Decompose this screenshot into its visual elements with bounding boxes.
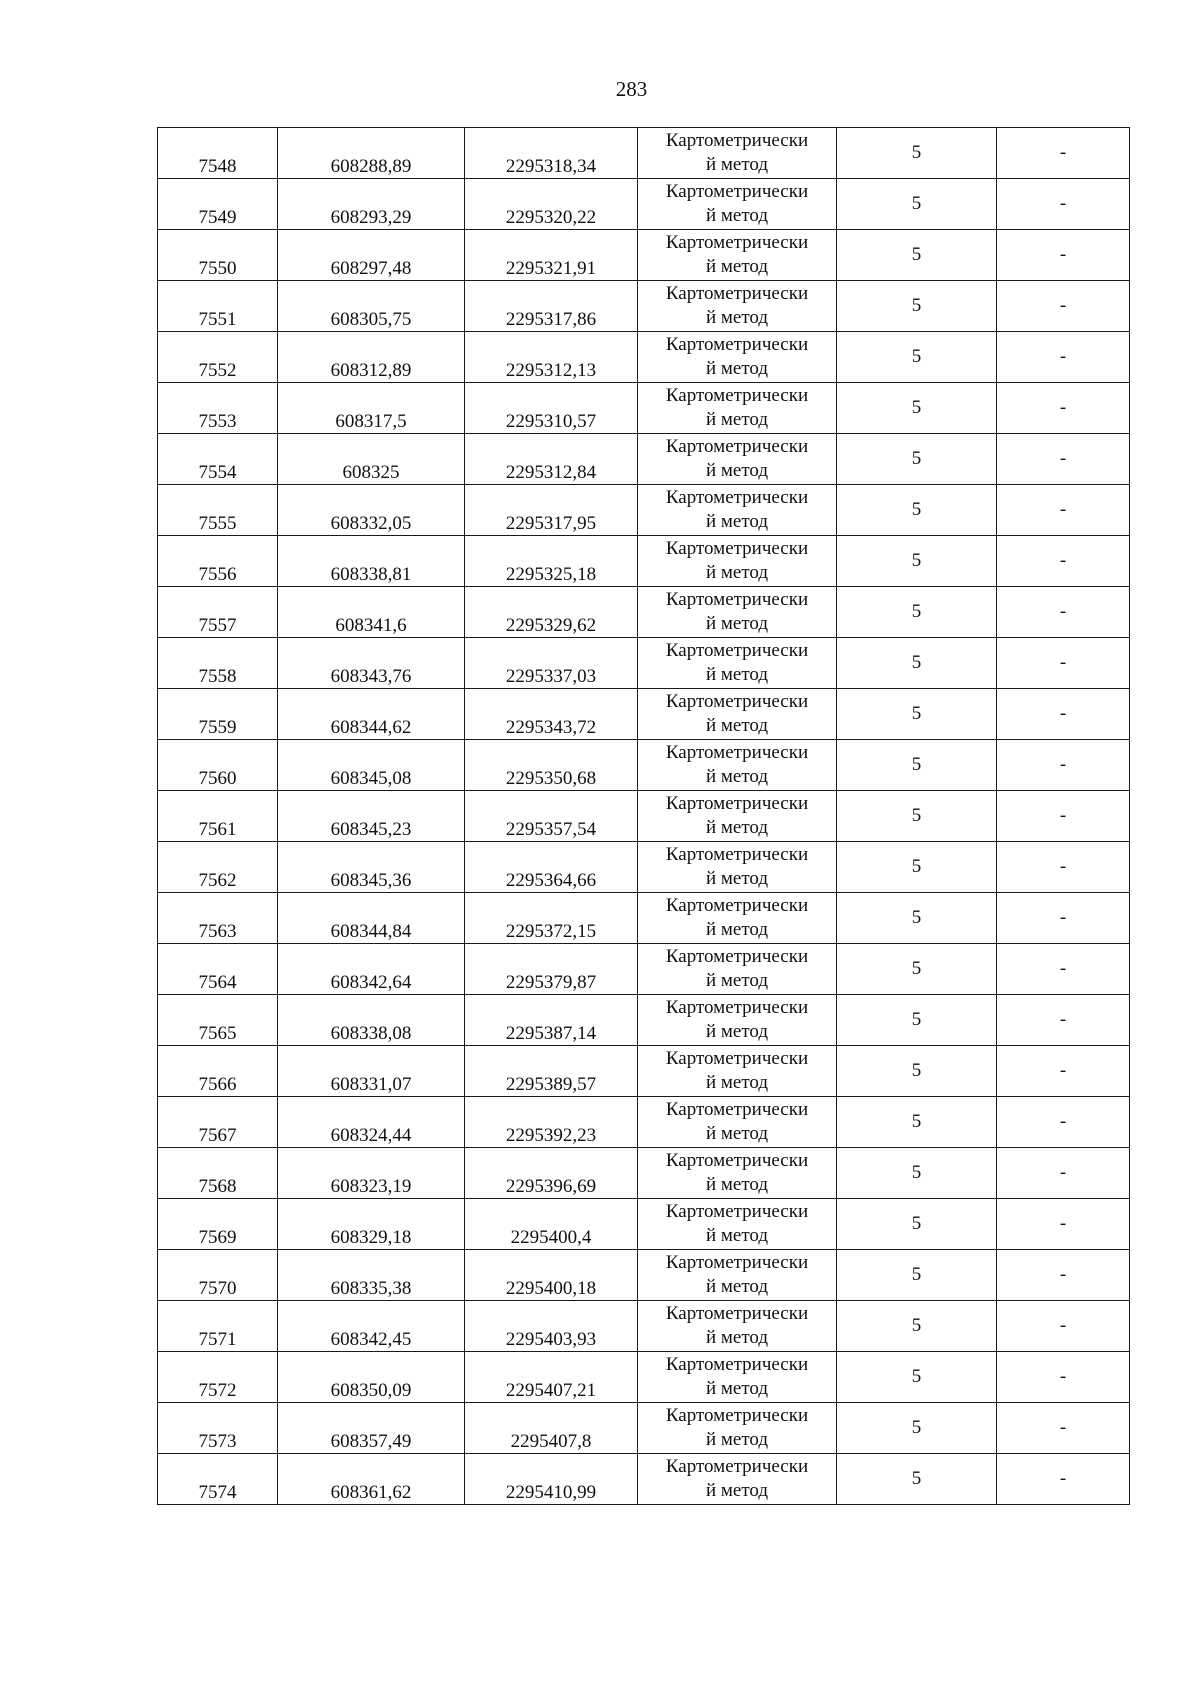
y-coordinate-cell: 2295400,4: [465, 1199, 638, 1250]
x-coordinate-cell: 608335,38: [278, 1250, 465, 1301]
method-line-2: й метод: [705, 868, 769, 889]
point-number-cell: 7558: [158, 638, 278, 689]
note-cell: -: [997, 1148, 1130, 1199]
point-number-cell: 7556: [158, 536, 278, 587]
table-row: [158, 1454, 1130, 1505]
method-cell: [638, 791, 837, 842]
table-row: [158, 536, 1130, 587]
method-line-2: й метод: [705, 409, 769, 430]
coordinates-table: [157, 127, 1130, 1505]
method-line-1: Картометрически: [665, 1303, 809, 1324]
point-number-cell: 7564: [158, 944, 278, 995]
method-line-2: й метод: [705, 1327, 769, 1348]
note-cell: -: [997, 1403, 1130, 1454]
method-cell: [638, 281, 837, 332]
accuracy-cell: 5: [837, 893, 997, 944]
method-cell: [638, 1199, 837, 1250]
point-number-cell: 7569: [158, 1199, 278, 1250]
x-coordinate-cell: 608312,89: [278, 332, 465, 383]
method-line-2: й метод: [705, 1378, 769, 1399]
note-cell: -: [997, 689, 1130, 740]
point-number-cell: 7551: [158, 281, 278, 332]
point-number-cell: 7562: [158, 842, 278, 893]
point-number-cell: 7563: [158, 893, 278, 944]
method-line-1: Картометрически: [665, 1405, 809, 1426]
point-number-cell: 7557: [158, 587, 278, 638]
y-coordinate-cell: 2295396,69: [465, 1148, 638, 1199]
y-coordinate-cell: 2295320,22: [465, 179, 638, 230]
point-number-cell: 7561: [158, 791, 278, 842]
note-cell: -: [997, 1199, 1130, 1250]
y-coordinate-cell: 2295410,99: [465, 1454, 638, 1505]
y-coordinate-cell: 2295325,18: [465, 536, 638, 587]
note-cell: -: [997, 230, 1130, 281]
page-number: 283: [615, 77, 648, 101]
x-coordinate-cell: 608324,44: [278, 1097, 465, 1148]
y-coordinate-cell: 2295337,03: [465, 638, 638, 689]
x-coordinate-cell: 608361,62: [278, 1454, 465, 1505]
method-line-2: й метод: [705, 1123, 769, 1144]
x-coordinate-cell: 608345,23: [278, 791, 465, 842]
method-line-1: Картометрически: [665, 1354, 809, 1375]
x-coordinate-cell: 608344,84: [278, 893, 465, 944]
note-cell: -: [997, 434, 1130, 485]
accuracy-cell: 5: [837, 842, 997, 893]
point-number-cell: 7572: [158, 1352, 278, 1403]
point-number-cell: 7571: [158, 1301, 278, 1352]
accuracy-cell: 5: [837, 1199, 997, 1250]
accuracy-cell: 5: [837, 1046, 997, 1097]
note-cell: -: [997, 893, 1130, 944]
point-number-cell: 7553: [158, 383, 278, 434]
method-cell: [638, 1301, 837, 1352]
accuracy-cell: 5: [837, 485, 997, 536]
note-cell: -: [997, 536, 1130, 587]
x-coordinate-cell: 608345,08: [278, 740, 465, 791]
note-cell: -: [997, 281, 1130, 332]
method-line-1: Картометрически: [665, 793, 809, 814]
method-cell: [638, 1250, 837, 1301]
method-line-2: й метод: [705, 766, 769, 787]
method-line-1: Картометрически: [665, 1099, 809, 1120]
method-cell: [638, 689, 837, 740]
x-coordinate-cell: 608342,64: [278, 944, 465, 995]
table-row: [158, 485, 1130, 536]
accuracy-cell: 5: [837, 179, 997, 230]
point-number-cell: 7548: [158, 128, 278, 179]
table-row: [158, 383, 1130, 434]
accuracy-cell: 5: [837, 1148, 997, 1199]
note-cell: -: [997, 1454, 1130, 1505]
note-cell: -: [997, 128, 1130, 179]
method-cell: [638, 944, 837, 995]
y-coordinate-cell: 2295329,62: [465, 587, 638, 638]
accuracy-cell: 5: [837, 587, 997, 638]
method-cell: [638, 128, 837, 179]
method-line-1: Картометрически: [665, 487, 809, 508]
note-cell: -: [997, 587, 1130, 638]
note-cell: -: [997, 383, 1130, 434]
method-line-1: Картометрически: [665, 232, 809, 253]
note-cell: -: [997, 791, 1130, 842]
method-line-2: й метод: [705, 715, 769, 736]
method-line-1: Картометрически: [665, 334, 809, 355]
method-line-1: Картометрически: [665, 130, 809, 151]
x-coordinate-cell: 608357,49: [278, 1403, 465, 1454]
method-cell: [638, 1046, 837, 1097]
coordinates-table-body: [158, 128, 1130, 1505]
x-coordinate-cell: 608350,09: [278, 1352, 465, 1403]
note-cell: -: [997, 179, 1130, 230]
table-row: [158, 434, 1130, 485]
table-row: [158, 230, 1130, 281]
method-cell: [638, 383, 837, 434]
table-row: [158, 179, 1130, 230]
method-line-2: й метод: [705, 1072, 769, 1093]
method-line-1: Картометрически: [665, 1201, 809, 1222]
table-row: [158, 1352, 1130, 1403]
table-row: [158, 893, 1130, 944]
y-coordinate-cell: 2295317,86: [465, 281, 638, 332]
method-line-1: Картометрически: [665, 895, 809, 916]
point-number-cell: 7568: [158, 1148, 278, 1199]
method-line-2: й метод: [705, 613, 769, 634]
method-line-2: й метод: [705, 562, 769, 583]
y-coordinate-cell: 2295407,21: [465, 1352, 638, 1403]
accuracy-cell: 5: [837, 638, 997, 689]
method-line-2: й метод: [705, 1021, 769, 1042]
y-coordinate-cell: 2295364,66: [465, 842, 638, 893]
point-number-cell: 7555: [158, 485, 278, 536]
table-row: [158, 587, 1130, 638]
point-number-cell: 7567: [158, 1097, 278, 1148]
method-cell: [638, 842, 837, 893]
method-cell: [638, 536, 837, 587]
accuracy-cell: 5: [837, 995, 997, 1046]
note-cell: -: [997, 638, 1130, 689]
point-number-cell: 7559: [158, 689, 278, 740]
accuracy-cell: 5: [837, 434, 997, 485]
x-coordinate-cell: 608345,36: [278, 842, 465, 893]
method-cell: [638, 1352, 837, 1403]
point-number-cell: 7565: [158, 995, 278, 1046]
method-line-2: й метод: [705, 1276, 769, 1297]
x-coordinate-cell: 608325: [278, 434, 465, 485]
x-coordinate-cell: 608293,29: [278, 179, 465, 230]
accuracy-cell: 5: [837, 383, 997, 434]
note-cell: -: [997, 842, 1130, 893]
x-coordinate-cell: 608297,48: [278, 230, 465, 281]
x-coordinate-cell: 608338,81: [278, 536, 465, 587]
accuracy-cell: 5: [837, 230, 997, 281]
method-cell: [638, 434, 837, 485]
method-line-2: й метод: [705, 460, 769, 481]
method-cell: [638, 1403, 837, 1454]
table-row: [158, 1097, 1130, 1148]
point-number-cell: 7573: [158, 1403, 278, 1454]
method-line-1: Картометрически: [665, 181, 809, 202]
table-row: [158, 281, 1130, 332]
y-coordinate-cell: 2295310,57: [465, 383, 638, 434]
accuracy-cell: 5: [837, 944, 997, 995]
table-row: [158, 740, 1130, 791]
y-coordinate-cell: 2295357,54: [465, 791, 638, 842]
accuracy-cell: 5: [837, 1352, 997, 1403]
method-line-1: Картометрически: [665, 640, 809, 661]
x-coordinate-cell: 608329,18: [278, 1199, 465, 1250]
x-coordinate-cell: 608344,62: [278, 689, 465, 740]
method-line-2: й метод: [705, 307, 769, 328]
point-number-cell: 7550: [158, 230, 278, 281]
method-cell: [638, 995, 837, 1046]
x-coordinate-cell: 608343,76: [278, 638, 465, 689]
y-coordinate-cell: 2295318,34: [465, 128, 638, 179]
table-row: [158, 332, 1130, 383]
method-line-2: й метод: [705, 919, 769, 940]
point-number-cell: 7554: [158, 434, 278, 485]
table-row: [158, 1301, 1130, 1352]
note-cell: -: [997, 1352, 1130, 1403]
table-row: [158, 128, 1130, 179]
table-row: [158, 791, 1130, 842]
note-cell: -: [997, 1097, 1130, 1148]
method-line-1: Картометрически: [665, 1150, 809, 1171]
method-line-2: й метод: [705, 154, 769, 175]
note-cell: -: [997, 1301, 1130, 1352]
x-coordinate-cell: 608305,75: [278, 281, 465, 332]
table-row: [158, 1046, 1130, 1097]
table-row: [158, 1148, 1130, 1199]
method-cell: [638, 1097, 837, 1148]
y-coordinate-cell: 2295317,95: [465, 485, 638, 536]
accuracy-cell: 5: [837, 128, 997, 179]
accuracy-cell: 5: [837, 1454, 997, 1505]
y-coordinate-cell: 2295389,57: [465, 1046, 638, 1097]
note-cell: -: [997, 1250, 1130, 1301]
accuracy-cell: 5: [837, 332, 997, 383]
method-line-2: й метод: [705, 205, 769, 226]
method-cell: [638, 332, 837, 383]
x-coordinate-cell: 608317,5: [278, 383, 465, 434]
x-coordinate-cell: 608288,89: [278, 128, 465, 179]
point-number-cell: 7549: [158, 179, 278, 230]
accuracy-cell: 5: [837, 1250, 997, 1301]
point-number-cell: 7560: [158, 740, 278, 791]
method-cell: [638, 893, 837, 944]
method-cell: [638, 179, 837, 230]
method-cell: [638, 1454, 837, 1505]
x-coordinate-cell: 608323,19: [278, 1148, 465, 1199]
point-number-cell: 7570: [158, 1250, 278, 1301]
method-cell: [638, 485, 837, 536]
table-row: [158, 1199, 1130, 1250]
table-row: [158, 842, 1130, 893]
y-coordinate-cell: 2295403,93: [465, 1301, 638, 1352]
y-coordinate-cell: 2295392,23: [465, 1097, 638, 1148]
y-coordinate-cell: 2295407,8: [465, 1403, 638, 1454]
accuracy-cell: 5: [837, 740, 997, 791]
method-line-1: Картометрически: [665, 997, 809, 1018]
method-line-2: й метод: [705, 970, 769, 991]
method-line-1: Картометрически: [665, 436, 809, 457]
method-line-1: Картометрически: [665, 946, 809, 967]
accuracy-cell: 5: [837, 281, 997, 332]
table-row: [158, 995, 1130, 1046]
note-cell: -: [997, 1046, 1130, 1097]
table-row: [158, 1403, 1130, 1454]
accuracy-cell: 5: [837, 689, 997, 740]
table-row: [158, 944, 1130, 995]
method-line-2: й метод: [705, 358, 769, 379]
method-line-1: Картометрически: [665, 589, 809, 610]
method-cell: [638, 587, 837, 638]
x-coordinate-cell: 608341,6: [278, 587, 465, 638]
method-line-1: Картометрически: [665, 742, 809, 763]
method-cell: [638, 1148, 837, 1199]
y-coordinate-cell: 2295372,15: [465, 893, 638, 944]
accuracy-cell: 5: [837, 1097, 997, 1148]
method-line-1: Картометрически: [665, 844, 809, 865]
y-coordinate-cell: 2295400,18: [465, 1250, 638, 1301]
method-line-2: й метод: [705, 511, 769, 532]
accuracy-cell: 5: [837, 536, 997, 587]
method-cell: [638, 638, 837, 689]
note-cell: -: [997, 740, 1130, 791]
y-coordinate-cell: 2295312,13: [465, 332, 638, 383]
table-row: [158, 689, 1130, 740]
accuracy-cell: 5: [837, 1301, 997, 1352]
point-number-cell: 7566: [158, 1046, 278, 1097]
method-line-2: й метод: [705, 817, 769, 838]
y-coordinate-cell: 2295379,87: [465, 944, 638, 995]
accuracy-cell: 5: [837, 791, 997, 842]
method-line-1: Картометрически: [665, 1048, 809, 1069]
y-coordinate-cell: 2295312,84: [465, 434, 638, 485]
method-line-1: Картометрически: [665, 385, 809, 406]
x-coordinate-cell: 608332,05: [278, 485, 465, 536]
method-cell: [638, 740, 837, 791]
method-line-2: й метод: [705, 1225, 769, 1246]
y-coordinate-cell: 2295343,72: [465, 689, 638, 740]
point-number-cell: 7552: [158, 332, 278, 383]
note-cell: -: [997, 485, 1130, 536]
note-cell: -: [997, 995, 1130, 1046]
method-line-2: й метод: [705, 664, 769, 685]
note-cell: -: [997, 944, 1130, 995]
method-line-2: й метод: [705, 1174, 769, 1195]
accuracy-cell: 5: [837, 1403, 997, 1454]
method-line-2: й метод: [705, 1429, 769, 1450]
point-number-cell: 7574: [158, 1454, 278, 1505]
method-line-1: Картометрически: [665, 283, 809, 304]
y-coordinate-cell: 2295387,14: [465, 995, 638, 1046]
x-coordinate-cell: 608342,45: [278, 1301, 465, 1352]
method-line-1: Картометрически: [665, 1252, 809, 1273]
method-cell: [638, 230, 837, 281]
method-line-1: Картометрически: [665, 538, 809, 559]
table-row: [158, 1250, 1130, 1301]
y-coordinate-cell: 2295321,91: [465, 230, 638, 281]
note-cell: -: [997, 332, 1130, 383]
method-line-2: й метод: [705, 256, 769, 277]
method-line-1: Картометрически: [665, 1456, 809, 1477]
method-line-2: й метод: [705, 1480, 769, 1501]
table-row: [158, 638, 1130, 689]
x-coordinate-cell: 608331,07: [278, 1046, 465, 1097]
y-coordinate-cell: 2295350,68: [465, 740, 638, 791]
x-coordinate-cell: 608338,08: [278, 995, 465, 1046]
method-line-1: Картометрически: [665, 691, 809, 712]
